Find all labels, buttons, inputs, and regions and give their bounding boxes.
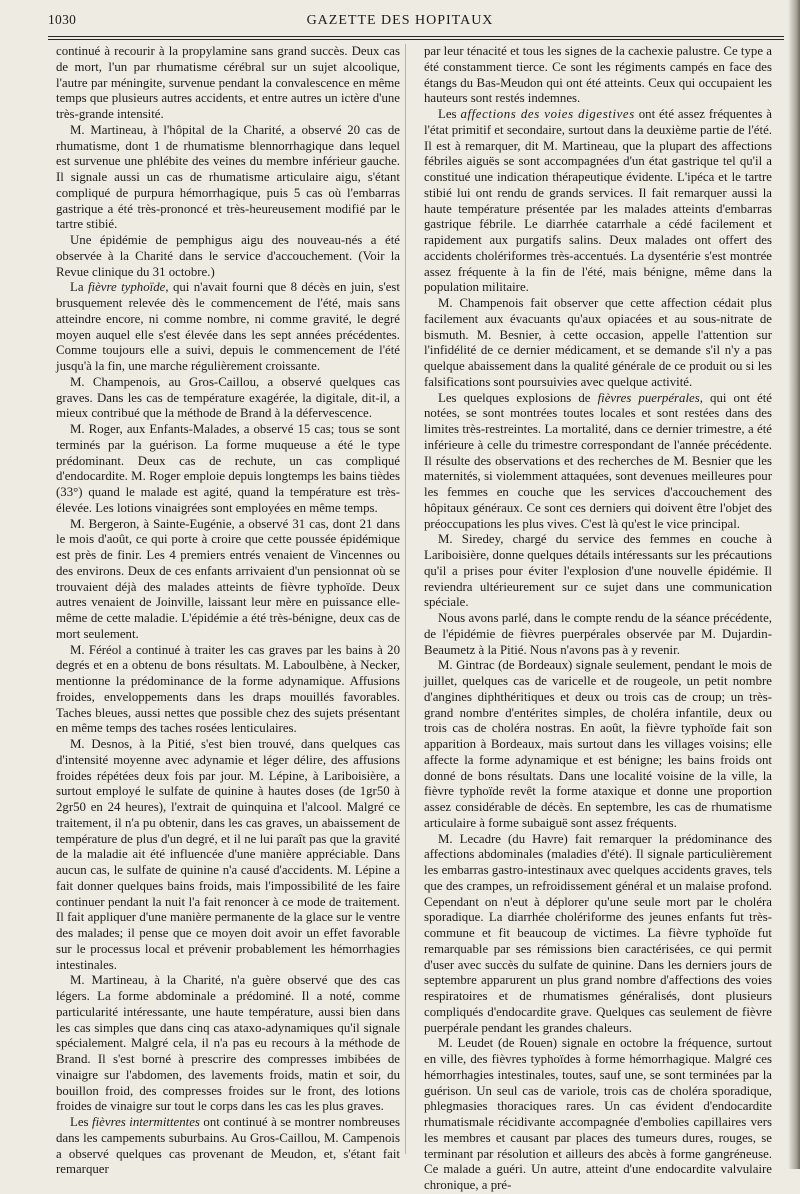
paragraph-lead: Les quelques explosions de: [438, 390, 598, 405]
paragraph: M. Bergeron, à Sainte-Eugénie, a observé 31 cas, dont 21 dans le mois d'août, ce qui porte à croire que cette poussée épidémique est près de finir. Les 4 premiers entrés venaient de Vincennes ou des environs. Deux de ces enfants arrivaient d'un pensionnat où se trouvaient déjà des malades atteints de fièvre typhoïde. Deux autres venaient de Joinville, laissant leur mère en puissance elle-même de cette maladie. L'épidémie a été très-bénigne, deux cas de mort seulement.: [56, 516, 400, 641]
paragraph: [424, 391, 772, 533]
paragraph: M. Lecadre (du Havre) fait remarquer la prédominance des affections abdominales (maladies d'été). Il signale particulièrement les embarras gastro-intestinaux avec quelques accidents graves, tels que des crampes, un refroidissement général et un malaise profond. Cependant on n'eut à déplorer qu'une seule mort par le choléra sporadique. La diarrhée cholériforme des jeunes enfants fut très-commune et fit beaucoup de victimes. La fièvre typhoïde fut remarquable par ses rémissions bien caractérisées, ce qui permit d'user avec succès du sulfate de quinine. Dans les derniers jours de septembre apparurent un plus grand nombre d'affections des voies respiratoires et de rhumatismes généralisés, dont plusieurs compliqués d'endocardite grave. Quelques cas seulement de fièvre puerpérale pendant les grandes chaleurs.: [424, 831, 772, 1035]
column-divider: [405, 44, 406, 1154]
paragraph-lead: Les: [438, 107, 461, 121]
paragraph: continué à recourir à la propylamine sans grand succès. Deux cas de mort, l'un par rhumatisme cérébral sur un sujet alcoolique, l'autre par méningite, survenue pendant la convalescence en même temps que plusieurs autres accidents, et entre autres un ictère d'une très-grande intensité.: [56, 44, 400, 121]
paragraph: [56, 1115, 400, 1178]
page-edge-shadow: [788, 0, 800, 1169]
paragraph-body: qui ont été notées, se sont montrées toutes locales et sont restées dans des limites très-restreintes. La mortalité, dans ce dernier trimestre, a été inférieure à celle du trimestre correspondant de l'année précédente. Il résulte des observations et des recherches de M. Besnier que les maternités, si violemment attaquées, sont devenues meilleures pour les femmes en couche que les services d'accouchement des hôpitaux généraux. Ce sont ces derniers qui doivent être l'objet des préoccupations les plus vives. C'est là qu'est le vice principal.: [424, 390, 772, 531]
paragraph: Une épidémie de pemphigus aigu des nouveau-nés a été observée à la Charité dans le service d'accouchement. (Voir la Revue clinique du 31 octobre.): [56, 233, 400, 279]
paragraph: M. Leudet (de Rouen) signale en octobre la fréquence, surtout en ville, des fièvres typhoïdes à forme hémorrhagique. Malgré ces hémorrhagies intestinales, toutes, sauf une, se sont terminées par la guérison. Un seul cas de variole, trois cas de choléra sporadique, phlegmasies thoraciques rares. Un cas évident d'endocardite rhumatismale récidivante accompagnée d'embolies capillaires vers les membres et causant par places des tumeurs dures, rouges, se terminant par résolution et ailleurs des abcès à forme gangréneuse. Ce malade a guéri. Un autre, atteint d'une endocardite valvulaire chronique, a pré-: [424, 1036, 772, 1192]
paragraph: M. Siredey, chargé du service des femmes en couche à Lariboisière, donne quelques détails intéressants sur les précautions qu'il a prises pour éviter l'explosion d'une nouvelle épidémie. Il reviendra ultérieurement sur ce sujet dans une communication spéciale.: [424, 532, 772, 610]
paragraph: M. Champenois, au Gros-Caillou, a observé quelques cas graves. Dans les cas de température exagérée, la digitale, dit-il, a mieux contribué que la méthode de Brand à la défervescence.: [56, 374, 400, 421]
header-rule-top: [48, 36, 784, 37]
paragraph: M. Desnos, à la Pitié, s'est bien trouvé, dans quelques cas d'intensité moyenne avec adynamie et léger délire, des affusions froides répétées deux fois par jour. M. Lépine, à Lariboisière, a surtout employé le sulfate de quinine à hautes doses (de 1gr50 à 2gr50 en 24 heures), l'extrait de quinquina et l'alcool. Malgré ce traitement, il n'a pu obtenir, dans les cas graves, un abaissement de température de plus d'un degré, et il ne lui paraît pas que la gravité de la maladie ait été influencée d'une manière appréciable. Dans aucun cas, le sulfate de quinine n'a causé d'accidents. M. Lépine a fait donner quelques bains froids, mais l'impossibilité de les faire continuer pendant la nuit l'a fait renoncer à ce mode de traitement. Il fait appliquer d'une manière permanente de la glace sur le ventre des malades; il pense que ce moyen doit avoir un effet favorable sur le processus local et prévenir probablement les hémorrhagies intestinales.: [56, 737, 400, 972]
paragraph: M. Martineau, à la Charité, n'a guère observé que des cas légers. La forme abdominale a prédominé. Il a noté, comme particularité intéressante, une haute température, aussi bien dans les cas simples que dans cinq cas ataxo-adynamiques qu'il signale spécialement. Malgré cela, il n'a pas eu recours à la méthode de Brand. Il s'est borné à prescrire des compresses imbibées de vinaigre sur l'abdomen, des lavements froids, matin et soir, du bouillon froid, des compresses froides sur le front, des lotions froides de vinaigre sur tout le corps dans les cas les plus graves.: [56, 973, 400, 1114]
paragraph: M. Champenois fait observer que cette affection cédait plus facilement aux évacuants qu'aux opiacées et au sous-nitrate de bismuth. M. Besnier, à cette occasion, appelle l'attention sur l'infidélité de ce dernier médicament, et se demande s'il n'y a pas quelque abaissement dans la qualité générale de ce produit ou si les falsifications sont poursuivies avec quelque activité.: [424, 296, 772, 389]
left-column: [56, 44, 400, 1178]
paragraph: [56, 280, 400, 375]
section-term: fièvre typhoïde,: [87, 280, 169, 295]
section-term: affections des voies digestives: [460, 107, 635, 121]
paragraph-lead: Les: [70, 1115, 93, 1129]
paragraph: Nous avons parlé, dans le compte rendu de la séance précédente, de l'épidémie de fièvres puerpérales observée par M. Dujardin-Beaumetz à la Pitié. Nous n'avons pas à y revenir.: [424, 611, 772, 657]
header-rule-bottom: [48, 39, 784, 40]
paragraph: par leur ténacité et tous les signes de la cachexie palustre. Ce type a été constamment tierce. Ce sont les régiments campés en face des étangs du Bas-Meudon qui ont été atteints. Ceux qui occupaient les hauteurs sont restés indemnes.: [424, 44, 772, 106]
paragraph-body: qui n'avait fourni que 8 décès en juin, s'est brusquement relevée dès le commencement de l'été, mais sans atteindre encore, ni comme nombre, ni comme gravité, le degré moyen auquel elle s'est élevée dans les sept années précédentes. Comme toujours elle a suivi, depuis le commencement de l'été jusqu'à la fin, une marche régulièrement croissante.: [56, 280, 400, 373]
paragraph: M. Martineau, à l'hôpital de la Charité, a observé 20 cas de rhumatisme, dont 1 de rhumatisme blennorrhagique dans lequel est survenue une phlébite des veines du membre inférieur gauche. Il signale aussi un cas de rhumatisme articulaire aigu, s'étant compliqué de purpura hémorrhagique, puis 5 cas où l'embarras gastrique a été très-prononcé et très-heureusement modifié par le tartre stibié.: [56, 122, 400, 232]
paragraph-body: ont continué à se montrer nombreuses dans les campements suburbains. Au Gros-Caillou, M. Campenois a observé quelques cas provenant de Meudon, et, s'étant fait remarquer: [56, 1115, 400, 1177]
paragraph: [424, 107, 772, 296]
paragraph: M. Gintrac (de Bordeaux) signale seulement, pendant le mois de juillet, quelques cas de varicelle et de rougeole, un petit nombre d'angines diphthéritiques et deux ou trois cas de croup; un très-grand nombre d'entérites simples, de choléra infantile, deux ou trois cas de choléra nostras. En août, la fièvre typhoïde fait son apparition à Bordeaux, mais surtout dans les villages voisins; elle affecte la forme adynamique et est bénigne; les bains froids ont donné de bons résultats. Dans une localité voisine de la ville, la fièvre typhoïde revêt la forme ataxique et donne une proportion assez considérable de décès. En septembre, les cas de rhumatisme articulaire à forme subaiguë sont assez fréquents.: [424, 658, 772, 830]
paragraph-lead: La: [70, 280, 88, 295]
paragraph: M. Roger, aux Enfants-Malades, a observé 15 cas; tous se sont terminés par la guérison. La forme muqueuse a été le type prédominant. Deux cas de rechute, un cas compliqué d'endocardite. M. Roger emploie depuis longtemps les bains tièdes (33°) quand le malade est agité, quand la température est très-élevée. Les lotions vinaigrées sont employées en même temps.: [56, 422, 400, 515]
section-term: fièvres intermittentes: [92, 1115, 200, 1129]
page-number: 1030: [48, 12, 77, 27]
paragraph-body: ont été assez fréquentes à l'état primitif et secondaire, surtout dans la deuxième partie de l'été. Il est à remarquer, dit M. Martineau, que la plupart des affections fébriles aiguës se sont accompagnées d'un état gastrique tel qu'il a constitué une indication thérapeutique évidente. L'ipéca et le tartre stibié lui ont rendu de grands services. Il fait remarquer aussi la haute température présentée par les malades atteints d'embarras gastrique fébrile. Le diarrhée catarrhale a cédé facilement et rapidement aux purgatifs salins. Deux malades ont offert des accidents cholériformes très-accentués. La dysentérie s'est montrée assez fréquente à la fin de l'été, mais bénigne, même dans la population militaire.: [424, 107, 772, 295]
right-column: [424, 44, 772, 1194]
journal-title: GAZETTE DES HOPITAUX: [306, 13, 494, 28]
paragraph: M. Féréol a continué à traiter les cas graves par les bains à 20 degrés et en a obtenu de bons résultats. M. Laboulbène, à Necker, mentionne la prédominance de la forme adynamique. Affusions froides, enveloppements dans les draps mouillés favorables. Taches bleues, aussi nettes que possible chez des sujets présentant en même temps des taches rosées lenticulaires.: [56, 642, 400, 736]
section-term: fièvres puerpérales,: [597, 390, 703, 405]
